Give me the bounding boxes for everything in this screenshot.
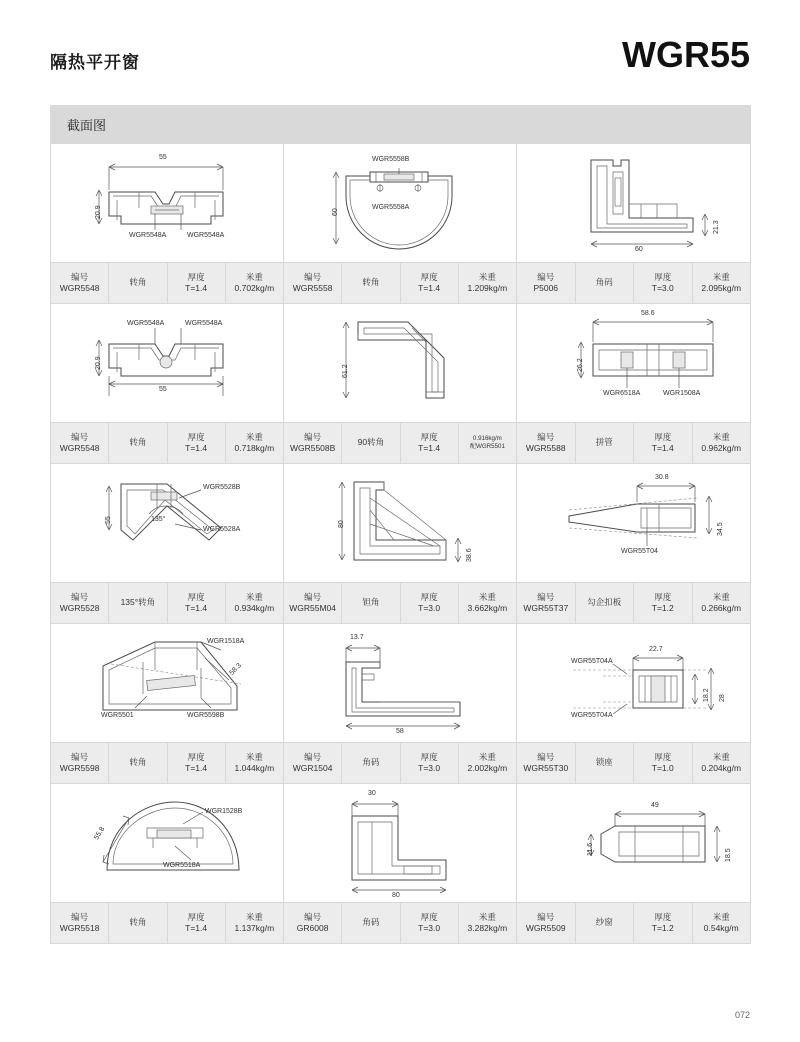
spec-type: 转角 [342,263,400,303]
part-label: WGR5528A [203,526,241,533]
dim-label: 18.5 [725,848,732,862]
spec-code: 编号 WGR5548 [51,263,109,303]
spec-weight: 米重 3.282kg/m [467,911,508,933]
part-label: WGR6518A [603,390,641,397]
spec-thickness: 厚度 T=1.2 [634,903,693,943]
spec-cell-r2c2 [284,423,517,464]
spec-cell-r4c3 [517,743,751,784]
figure-cell-r4c2 [284,624,517,743]
figure-cell-r2c1 [51,304,284,423]
spec-type: 转角 [109,423,167,463]
spec-code: 编号 WGR5558 [284,263,342,303]
spec-weight: 米重 3.662kg/m [467,591,508,613]
dim-label: 18.2 [703,688,710,702]
spec-type: 拼管 [576,423,635,463]
part-label: WGR5558B [372,156,410,163]
dim-label: 58.6 [641,310,655,317]
figure-cell-r4c3 [517,624,751,743]
dim-label: 55 [105,516,112,524]
product-code: WGR55 [621,34,750,75]
part-label: WGR5558A [372,204,410,211]
spec-weight: 米重 0.54kg/m [703,911,739,933]
spec-code: 编号 WGR1504 [284,743,342,783]
section-title-row [51,106,751,144]
dim-label: 21.3 [713,220,720,234]
figure-row-1 [51,144,751,263]
section-title-filler-1 [284,106,517,144]
dim-label: 34.5 [717,522,724,536]
part-label: WGR5548A [187,232,225,239]
spec-thickness: 厚度 T=1.4 [168,263,226,303]
spec-code: 编号 WGR5508B [284,423,342,463]
spec-cell-r3c1 [51,583,284,624]
dim-label: 80 [392,892,400,899]
spec-row-1 [51,263,751,304]
spec-code: 编号 WGR55M04 [284,583,342,623]
spec-weight: 米重 0.204kg/m [701,751,742,773]
spec-type: 转角 [109,903,167,943]
spec-type: 转角 [109,263,167,303]
spec-weight: 米重 2.002kg/m [467,751,508,773]
page-number: 072 [734,1010,750,1020]
dim-label: 60 [332,208,339,216]
figure-cell-r1c2 [284,144,517,263]
dim-label: 20.9 [95,356,102,370]
figure-cell-r5c2 [284,784,517,903]
spec-cell-r1c3 [517,263,751,304]
part-label: WGR5598B [187,712,225,719]
dim-label: 55 [159,154,167,161]
section-title-cell [51,106,284,144]
spec-weight: 0.916kg/m 配WGR5501 [469,435,505,450]
spec-weight: 米重 1.137kg/m [234,911,275,933]
figure-row-4 [51,624,751,743]
figure-cell-r2c2 [284,304,517,423]
figure-cell-r2c3 [517,304,751,423]
part-label: WGR1518A [207,638,245,645]
spec-row-2 [51,423,751,464]
part-label: WGR1508A [663,390,701,397]
part-label: WGR5501 [101,712,134,719]
spec-type: 135°转角 [109,583,167,623]
dim-label: 80 [338,520,345,528]
spec-code: 编号 WGR5509 [517,903,576,943]
part-label: WGR55T04 [621,548,658,555]
spec-thickness: 厚度 T=1.2 [634,583,693,623]
spec-cell-r5c3 [517,903,751,944]
dim-label: 58.3 [228,662,244,677]
spec-type: 90转角 [342,423,400,463]
figure-cell-r3c3 [517,464,751,583]
spec-type: 锁座 [576,743,635,783]
spec-thickness: 厚度 T=1.4 [168,903,226,943]
figure-cell-r3c2 [284,464,517,583]
page-title: 隔热平开窗 [50,53,140,72]
spec-thickness: 厚度 T=3.0 [401,903,459,943]
figure-cell-r5c1 [51,784,284,903]
spec-type: 角码 [576,263,635,303]
spec-type: 勾企扣板 [576,583,635,623]
spec-type: 角码 [342,743,400,783]
spec-cell-r3c2 [284,583,517,624]
figure-row-2 [51,304,751,423]
spec-type: 纱窗 [576,903,635,943]
dim-label: 30 [368,790,376,797]
spec-thickness: 厚度 T=3.0 [401,583,459,623]
spec-cell-r2c3 [517,423,751,464]
figure-cell-r5c3 [517,784,751,903]
spec-thickness: 厚度 T=1.4 [634,423,693,463]
spec-weight: 米重 1.044kg/m [234,751,275,773]
spec-row-5 [51,903,751,944]
spec-cell-r5c1 [51,903,284,944]
spec-thickness: 厚度 T=1.0 [634,743,693,783]
figure-cell-r1c3 [517,144,751,263]
figure-cell-r1c1 [51,144,284,263]
spec-weight: 米重 0.962kg/m [701,431,742,453]
part-label: WGR5518A [163,862,201,869]
spec-cell-r2c1 [51,423,284,464]
spec-weight: 米重 0.702kg/m [234,271,275,293]
spec-thickness: 厚度 T=1.4 [168,423,226,463]
angle-label: 135° [151,516,166,523]
spec-thickness: 厚度 T=3.0 [401,743,459,783]
dim-label: 13.7 [350,634,364,641]
figure-cell-r3c1 [51,464,284,583]
spec-row-4 [51,743,751,784]
part-label: WGR5548A [127,320,165,327]
part-label: WGR5548A [185,320,223,327]
spec-cell-r5c2 [284,903,517,944]
spec-type: 角码 [342,903,400,943]
spec-code: 编号 P5006 [517,263,576,303]
spec-code: 编号 WGR5528 [51,583,109,623]
spec-cell-r4c2 [284,743,517,784]
spec-cell-r1c2 [284,263,517,304]
part-label: WGR1528B [205,808,243,815]
section-title: 截面图 [67,118,107,133]
spec-code: 编号 WGR55T30 [517,743,576,783]
dim-label: 20.9 [95,205,102,219]
spec-code: 编号 GR6008 [284,903,342,943]
spec-code: 编号 WGR55T37 [517,583,576,623]
spec-weight: 米重 1.209kg/m [467,271,508,293]
figure-row-5 [51,784,751,903]
spec-weight: 米重 0.266kg/m [701,591,742,613]
part-label: WGR5528B [203,484,241,491]
spec-code: 编号 WGR5548 [51,423,109,463]
spec-code: 编号 WGR5598 [51,743,109,783]
spec-type: 转角 [109,743,167,783]
spec-weight: 米重 2.095kg/m [701,271,742,293]
dim-label: 22.7 [649,646,663,653]
spec-type: 钽角 [342,583,400,623]
spec-thickness: 厚度 T=1.4 [168,743,226,783]
spec-weight: 米重 0.934kg/m [234,591,275,613]
dim-label: 28 [719,694,726,702]
spec-thickness: 厚度 T=1.4 [401,423,459,463]
section-title-filler-2 [517,106,751,144]
figure-row-3 [51,464,751,583]
spec-code: 编号 WGR5518 [51,903,109,943]
dim-label: 30.8 [655,474,669,481]
spec-cell-r3c3 [517,583,751,624]
dim-label: 49 [651,802,659,809]
dim-label: 55.8 [93,825,107,842]
spec-cell-r1c1 [51,263,284,304]
profiles-table [50,105,750,944]
part-label: WGR55T04A [571,658,613,665]
spec-thickness: 厚度 T=3.0 [634,263,693,303]
spec-thickness: 厚度 T=1.4 [401,263,459,303]
spec-code: 编号 WGR5588 [517,423,576,463]
spec-cell-r4c1 [51,743,284,784]
dim-label: 11.6 [587,842,594,856]
part-label: WGR5548A [129,232,167,239]
dim-label: 26.2 [577,358,584,372]
dim-label: 38.6 [466,548,473,562]
spec-weight: 米重 0.718kg/m [234,431,275,453]
spec-row-3 [51,583,751,624]
dim-label: 55 [159,386,167,393]
spec-thickness: 厚度 T=1.4 [168,583,226,623]
part-label: WGR55T04A [571,712,613,719]
dim-label: 60 [635,246,643,253]
dim-label: 58 [396,728,404,735]
page-header [0,34,800,90]
figure-cell-r4c1 [51,624,284,743]
dim-label: 61.2 [342,364,349,378]
